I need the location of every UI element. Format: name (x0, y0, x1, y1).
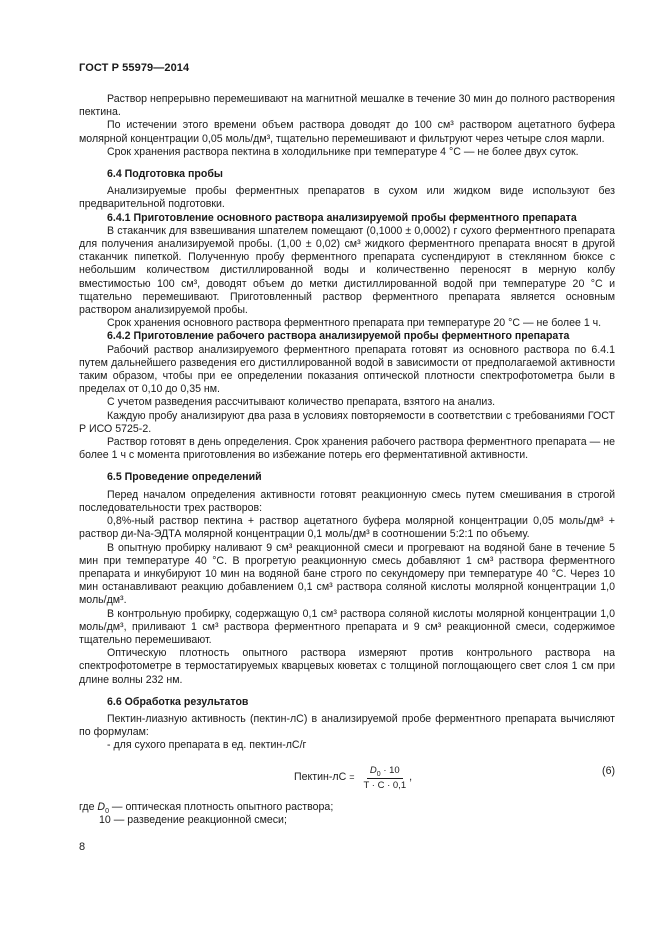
document-code-header: ГОСТ Р 55979—2014 (79, 62, 190, 74)
subsection-heading-6-4-2: 6.4.2 Приготовление рабочего раствора анализируемой пробы ферментного препарата (107, 330, 570, 343)
formula-trail: , (409, 771, 413, 784)
formula-num-rest: · 10 (380, 764, 400, 776)
subsection-heading-6-4-1: 6.4.1 Приготовление основного раствора анализируемой пробы ферментного препарата (107, 211, 577, 224)
formula-var-d: D (369, 764, 377, 776)
formula-6 (79, 757, 615, 801)
legend-line: 10 — разведение реакционной смеси; (99, 813, 287, 826)
formula-denominator: T · C · 0,1 (363, 779, 407, 791)
document-body (79, 93, 615, 827)
legend-var-d: D (97, 800, 106, 813)
legend-text: — оптическая плотность опытного раствора; (108, 800, 334, 813)
paragraph: По истечении этого времени объем раствора доводят до 100 см³ раствором ацетатного буфера молярной концентрации 0,05 моль/дм³, тщательно перемешивают и фильтруют через четыре слоя марли. (79, 119, 615, 145)
paragraph: Раствор готовят в день определения. Срок хранения рабочего раствора ферментного препарата — не более 1 ч с момента приготовления во избежание потерь его ферментативной активности. (79, 436, 615, 462)
formula-fraction (361, 764, 413, 792)
section-heading-6-6: 6.6 Обработка результатов (107, 695, 249, 708)
formula-body (294, 765, 412, 792)
paragraph: В опытную пробирку наливают 9 см³ реакционной смеси и прогревают на водяной бане в течение 5 мин при температуре 40 °С. В прогретую реакционную смесь добавляют 1 см³ раствора ферментного препарата и инкубируют 10 мин на водяной бане строго по секундомеру при температуре 40 °С. Через 10 мин останавливают реакцию добавлением 0,1 см³ раствора соляной кислоты молярной концентрации 1,0 моль/дм³. (79, 541, 615, 607)
legend-line (79, 801, 615, 814)
paragraph: В контрольную пробирку, содержащую 0,1 см³ раствора соляной кислоты молярной концентрации 1,0 моль/дм³, приливают 1 см³ раствора ферментного препарата и 9 см³ реакционной смеси, содержимое тщательно перемешивают. (79, 607, 615, 646)
legend-prefix: где (79, 800, 98, 813)
paragraph: Каждую пробу анализируют два раза в условиях повторяемости в соответствии с требованиями ГОСТ Р ИСО 5725-2. (79, 409, 615, 435)
paragraph: Срок хранения раствора пектина в холодильнике при температуре 4 °С — не более двух суток. (107, 145, 579, 158)
paragraph: В стаканчик для взвешивания шпателем помещают (0,1000 ± 0,0002) г сухого ферментного препарата для получения анализируемой пробы. (1,00 ± 0,02) см³ жидкого ферментного препарата вносят в другой стаканчик пипеткой. Полученную пробу ферментного препарата суспендируют в стеклянном бюксе с небольшим количеством дистиллированной воды и количественно переносят в мерную колбу вместимостью 100 см³, доводят объем до метки дистиллированной водой при температуре 20 °С и тщательно перемешивают. Приготовленный раствор ферментного препарата является основным раствором анализируемой пробы. (79, 224, 615, 317)
paragraph: С учетом разведения рассчитывают количество препарата, взятого на анализ. (107, 396, 496, 409)
paragraph: Рабочий раствор анализируемого ферментного препарата готовят из основного раствора по 6.4.1 путем дальнейшего разведения его дистиллированной водой в зависимости от предполагаемой активности таким образом, чтобы при ее определении показания оптической плотности спектрофотометра были в пределах от 0,10 до 0,35 нм. (79, 343, 615, 396)
formula-lhs: Пектин-лС (294, 771, 347, 784)
paragraph: Перед началом определения активности готовят реакционную смесь путем смешивания в строгой последовательности трех растворов: (79, 488, 615, 514)
paragraph: Пектин-лиазную активность (пектин-лС) в анализируемой пробе ферментного препарата вычисляют по формулам: (79, 712, 615, 739)
formula-sub: 0 (376, 770, 381, 778)
paragraph: - для сухого препарата в ед. пектин-лС/г (107, 739, 307, 752)
legend-sub: 0 (105, 807, 109, 815)
paragraph: 0,8%-ный раствор пектина + раствор ацетатного буфера молярной концентрации 0,05 моль/дм³ + раствор ди-Na-ЭДТА молярной концентрации 0,1 моль/дм³ в соотношении 5:2:1 по объему. (79, 515, 615, 541)
formula-legend (79, 801, 615, 827)
section-heading-6-4: 6.4 Подготовка пробы (107, 168, 223, 181)
paragraph: Раствор непрерывно перемешивают на магнитной мешалке в течение 30 мин до полного растворения пектина. (79, 93, 615, 119)
formula-numerator (367, 765, 403, 779)
formula-equals: = (349, 772, 355, 783)
paragraph: Оптическую плотность опытного раствора измеряют против контрольного раствора на спектрофотометре в термостатируемых кварцевых кюветах с толщиной поглощающего свет слоя 1 см при длине волны 232 нм. (79, 647, 615, 686)
equation-number: (6) (602, 764, 615, 777)
paragraph: Срок хранения основного раствора ферментного препарата при температуре 20 °С — не более 1 ч. (107, 317, 602, 330)
section-heading-6-5: 6.5 Проведение определений (107, 471, 262, 484)
paragraph: Анализируемые пробы ферментных препаратов в сухом или жидком виде используют без предварительной подготовки. (79, 185, 615, 211)
page-number: 8 (79, 841, 86, 853)
